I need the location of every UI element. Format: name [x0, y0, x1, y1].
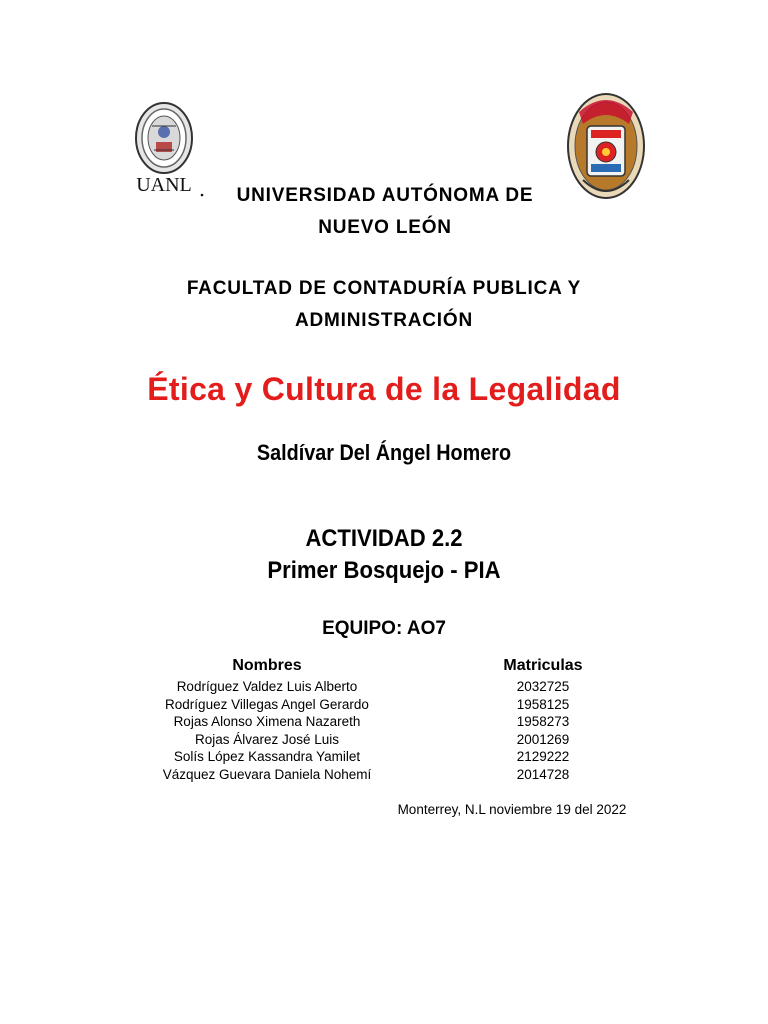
member-matricula: 2032725 — [516, 679, 570, 694]
member-name: Rojas Alonso Ximena Nazareth — [173, 714, 361, 730]
table-row — [0, 731, 768, 749]
table-row — [0, 696, 768, 714]
member-matricula: 2001269 — [516, 731, 570, 747]
student-name: Saldívar Del Ángel Homero — [256, 440, 512, 465]
course-title: Ética y Cultura de la Legalidad — [147, 371, 621, 407]
member-name: Vázquez Guevara Daniela Nohemí — [162, 766, 372, 782]
member-name: Solís López Kassandra Yamilet — [173, 749, 361, 765]
table-row — [0, 766, 768, 784]
member-matricula: 2014728 — [516, 766, 570, 782]
member-name: Rodríguez Valdez Luis Alberto — [176, 679, 358, 694]
team-label: EQUIPO: AO7 — [322, 618, 446, 639]
member-matricula: 1958125 — [516, 696, 570, 712]
table-row — [0, 713, 768, 731]
university-name-line1: UNIVERSIDAD AUTÓNOMA DE — [236, 185, 534, 206]
uanl-logo — [128, 100, 208, 200]
fcpya-logo — [565, 90, 647, 202]
member-matricula: 2129222 — [516, 749, 570, 765]
place-and-date: Monterrey, N.L noviembre 19 del 2022 — [397, 802, 627, 817]
names-column-header: Nombres — [232, 657, 302, 674]
table-row — [0, 678, 768, 696]
matriculas-column-header: Matriculas — [503, 657, 583, 674]
member-name: Rodríguez Villegas Angel Gerardo — [165, 696, 369, 712]
team-roster — [0, 678, 768, 784]
uanl-logo-text: UANL — [136, 174, 192, 196]
member-matricula: 1958273 — [516, 714, 570, 730]
faculty-name-line2: ADMINISTRACIÓN — [295, 310, 473, 331]
activity-number: ACTIVIDAD 2.2 — [305, 525, 463, 552]
table-row — [0, 748, 768, 766]
faculty-name-line1: FACULTAD DE CONTADURÍA PUBLICA Y — [186, 278, 582, 299]
member-name: Rojas Álvarez José Luis — [194, 731, 340, 747]
university-name-line2: NUEVO LEÓN — [318, 217, 452, 238]
activity-title: Primer Bosquejo - PIA — [267, 557, 501, 584]
